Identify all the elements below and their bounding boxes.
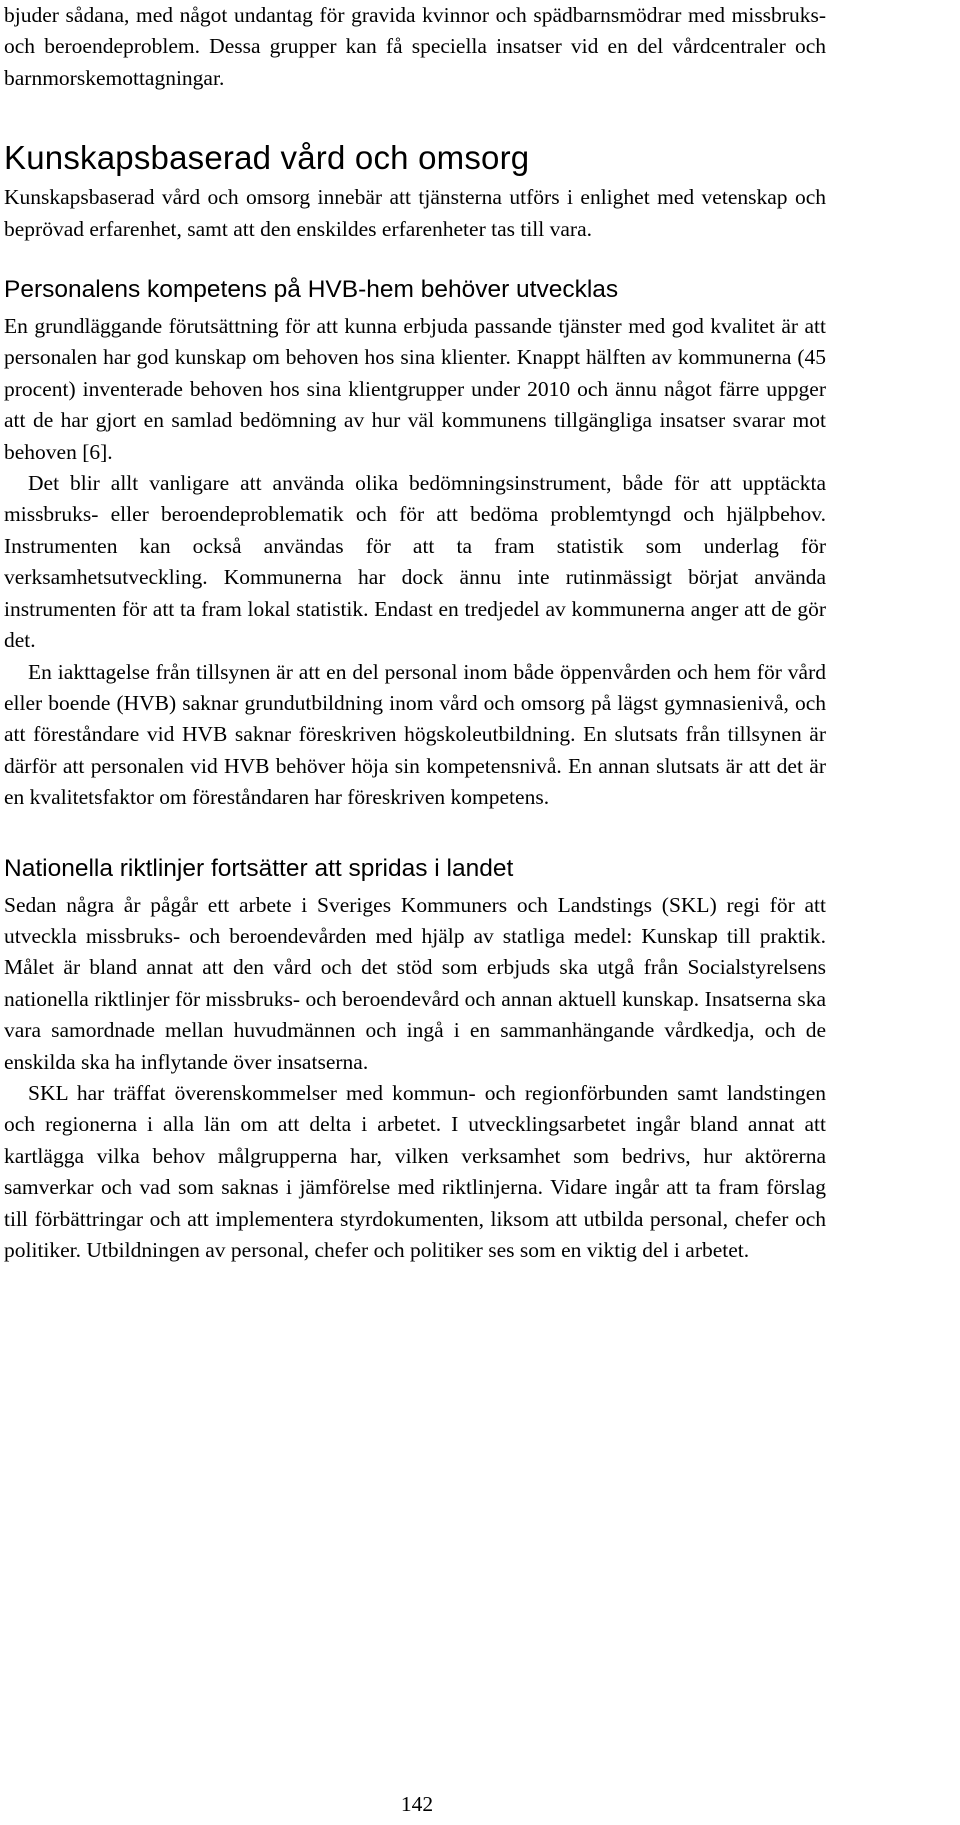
document-page — [4, 0, 826, 1825]
section-2-paragraph-1: En grundläggande förutsättning för att kunna erbjuda passande tjänster med god kvalitet är att personalen har god kunskap om behoven hos sina klienter. Knappt hälften av kommunerna (45 procent) inventerade behoven hos sina klientgrupper under 2010 och ännu något färre uppger att de har gjort en samlad bedömning av hur väl kommunens tillgängliga insatser svarar mot behoven [6]. — [4, 314, 826, 464]
section-1-paragraph: Kunskapsbaserad vård och omsorg innebär att tjänsterna utförs i enlighet med vetenskap och beprövad erfarenhet, samt att den enskildes erfarenheter tas till vara. — [4, 185, 826, 241]
section-heading-nationella-riktlinjer: Nationella riktlinjer fortsätter att spridas i landet — [4, 854, 514, 882]
page-number: 142 — [400, 1792, 434, 1816]
section-3-paragraph-2: SKL har träffat överenskommelser med kommun- och regionförbunden samt landstingen och regionerna i alla län om att delta i arbetet. I utvecklingsarbetet ingår bland annat att kartlägga vilka behov målgrupperna har, vilken verksamhet som bedrivs, hur aktörerna samverkar och vad som saknas i jämförelse med riktlinjerna. Vidare ingår att ta fram förslag till förbättringar och att implementera styrdokumenten, liksom att utbilda personal, chefer och politiker. Utbildningen av personal, chefer och politiker ses som en viktig del i arbetet. — [4, 1080, 826, 1262]
section-3-paragraph-1: Sedan några år pågår ett arbete i Sveriges Kommuners och Landstings (SKL) regi för att utveckla missbruks- och beroendevården med hjälp av statliga medel: Kunskap till praktik. Målet är bland annat att den vård och det stöd som erbjuds ska utgå från Socialstyrelsens nationella riktlinjer för missbruks- och beroendevård och annan aktuell kunskap. Insatserna ska vara samordnade mellan huvudmännen och ingå i en sammanhängande vårdkedja, och de enskilda ska ha inflytande över insatserna. — [4, 892, 826, 1074]
intro-paragraph: bjuder sådana, med något undantag för gravida kvinnor och spädbarnsmödrar med missbruks- och beroendeproblem. Dessa grupper kan få speciella insatser vid en del vårdcentraler och barnmorskemottagningar. — [4, 3, 826, 90]
section-2-paragraph-2: Det blir allt vanligare att använda olika bedömningsinstrument, både för att upptäckta missbruks- eller beroendeproblematik och för att bedöma problemtyngd och hjälpbehov. Instrumenten kan också användas för att ta fram statistik som underlag för verksamhetsutveckling. Kommunerna har dock ännu inte rutinmässigt börjat använda instrumenten för att ta fram lokal statistik. Endast en tredjedel av kommunerna anger att de gör det. — [4, 471, 826, 653]
section-2-paragraph-3: En iakttagelse från tillsynen är att en del personal inom både öppenvården och hem för vård eller boende (HVB) saknar grundutbildning inom vård och omsorg på lägst gymnasienivå, och att föreståndare vid HVB saknar föreskriven högskoleutbildning. En slutsats från tillsynen är därför att personalen vid HVB behöver höja sin kompetensnivå. En annan slutsats är att det är en kvalitetsfaktor om föreståndaren har föreskriven kompetens. — [4, 659, 826, 810]
section-heading-personalens-kompetens: Personalens kompetens på HVB-hem behöver utvecklas — [4, 276, 619, 304]
section-heading-kunskapsbaserad: Kunskapsbaserad vård och omsorg — [4, 139, 530, 177]
